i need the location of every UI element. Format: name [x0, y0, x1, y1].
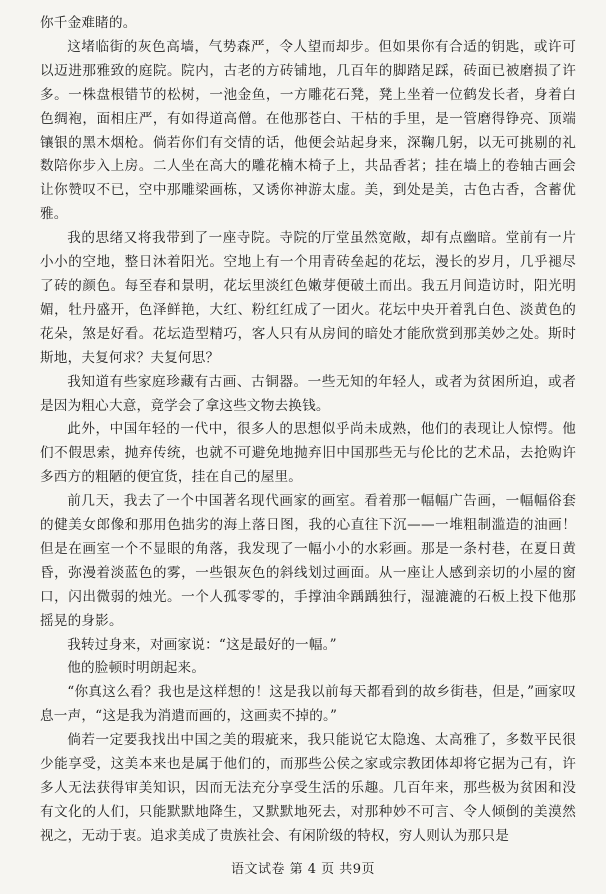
passage-body: [40, 12, 576, 849]
footer-total-pages: 共9页: [339, 862, 376, 877]
paragraph-courtyard: 这堵临街的灰色高墙，气势森严，令人望而却步。但如果你有合适的钥匙，或许可以迈进那雅致的庭院。院内，古老的方砖铺地，几百年的脚踏足踩，砖面已被磨损了许多。一株盘根错节的松树，一池金鱼，一方雕花石凳，凳上坐着一位鹤发长者，身着白色绸袍，面相庄严，有如得道高僧。在他那苍白、干枯的手里，是一管磨得铮亮、顶端镶银的黑木烟枪。倘若你们有交情的话，他便会站起身来，深鞠几躬，以无可挑剔的礼数陪你步入上房。二人坐在高大的雕花楠木椅子上，共品香茗；挂在墙上的卷轴古画会让你赞叹不已，空中那雕梁画栋，又诱你神游太虚。美，到处是美，古色古香，含蓄优雅。: [40, 38, 576, 223]
paragraph-face-brightens: 他的脸顿时明朗起来。: [67, 660, 206, 677]
paragraph-continuation: 你千金难睹的。: [40, 15, 137, 31]
paragraph-painter-reply: “你真这么看？我也是这样想的！这是我以前每天都看到的故乡街巷，但是，”画家叹息一声，“这是我为消遣而画的，这画卖不掉的。”: [40, 684, 576, 725]
paragraph-painter-studio: 前几天，我去了一个中国著名现代画家的画室。看着那一幅幅广告画，一幅幅俗套的健美女郎像和那用色拙劣的海上落日图，我的心直往下沉——一堆粗制滥造的油画！但是在画室一个不显眼的角落，我发现了一幅小小的水彩画。那是一条村巷，在夏日黄昏，弥漫着淡蓝色的雾，一些银灰色的斜线划过画面。从一座让人感到亲切的小屋的窗口，闪出微弱的烛光。一个人孤零零的，手撑油伞踽踽独行，湿漉漉的石板上投下他那摇晃的身影。: [40, 493, 576, 629]
paragraph-antiques: 我知道有些家庭珍藏有古画、古铜器。一些无知的年轻人，或者为贫困所迫，或者是因为粗心大意，竟学会了拿这些文物去换钱。: [40, 373, 576, 414]
footer-page-number: 第 4 页: [289, 862, 335, 877]
paragraph-flaw-of-beauty: 倘若一定要我找出中国之美的瑕疵来，我只能说它太隐逸、太高雅了，多数平民很少能享受，这美本来也是属于他们的，而那些公侯之家或宗教团体却将它据为己有，许多人无法获得审美知识，因而无法充分享受生活的乐趣。几百年来，那些极为贫困和没有文化的人们，只能默默地降生，又默默地死去，对那种妙不可言、令人倾倒的美漠然视之，无动于衷。追求美成了贵族社会、有闲阶级的特权，穷人则认为那只是: [40, 732, 576, 844]
footer-subject: 语文试卷: [230, 862, 285, 877]
page-footer: [0, 858, 606, 877]
paragraph-younger-generation: 此外，中国年轻的一代中，很多人的思想似乎尚未成熟，他们的表现让人惊愕。他们不假思索，抛弃传统，也就不可避免地抛弃旧中国那些无与伦比的艺术品，去抢购许多西方的粗陋的便宜货，挂在自己的屋里。: [40, 421, 576, 486]
paragraph-dialogue-best: 我转过身来，对画家说：“这是最好的一幅。”: [67, 636, 337, 653]
paragraph-temple: 我的思绪又将我带到了一座寺院。寺院的厅堂虽然宽敞，却有点幽暗。堂前有一片小小的空地，整日沐着阳光。空地上有一个用青砖垒起的花坛，漫长的岁月，几乎褪尽了砖的颜色。每至春和景明，花坛里淡红色嫩芽便破土而出。我五月间造访时，阳光明媚，牡丹盛开，色泽鲜艳，大红、粉红红成了一团火。花坛中央开着乳白色、淡黄色的花朵，煞是好看。花坛造型精巧，客人只有从房间的暗处才能欣赏到那美妙之处。斯时斯地，夫复何求？夫复何思？: [40, 230, 576, 366]
